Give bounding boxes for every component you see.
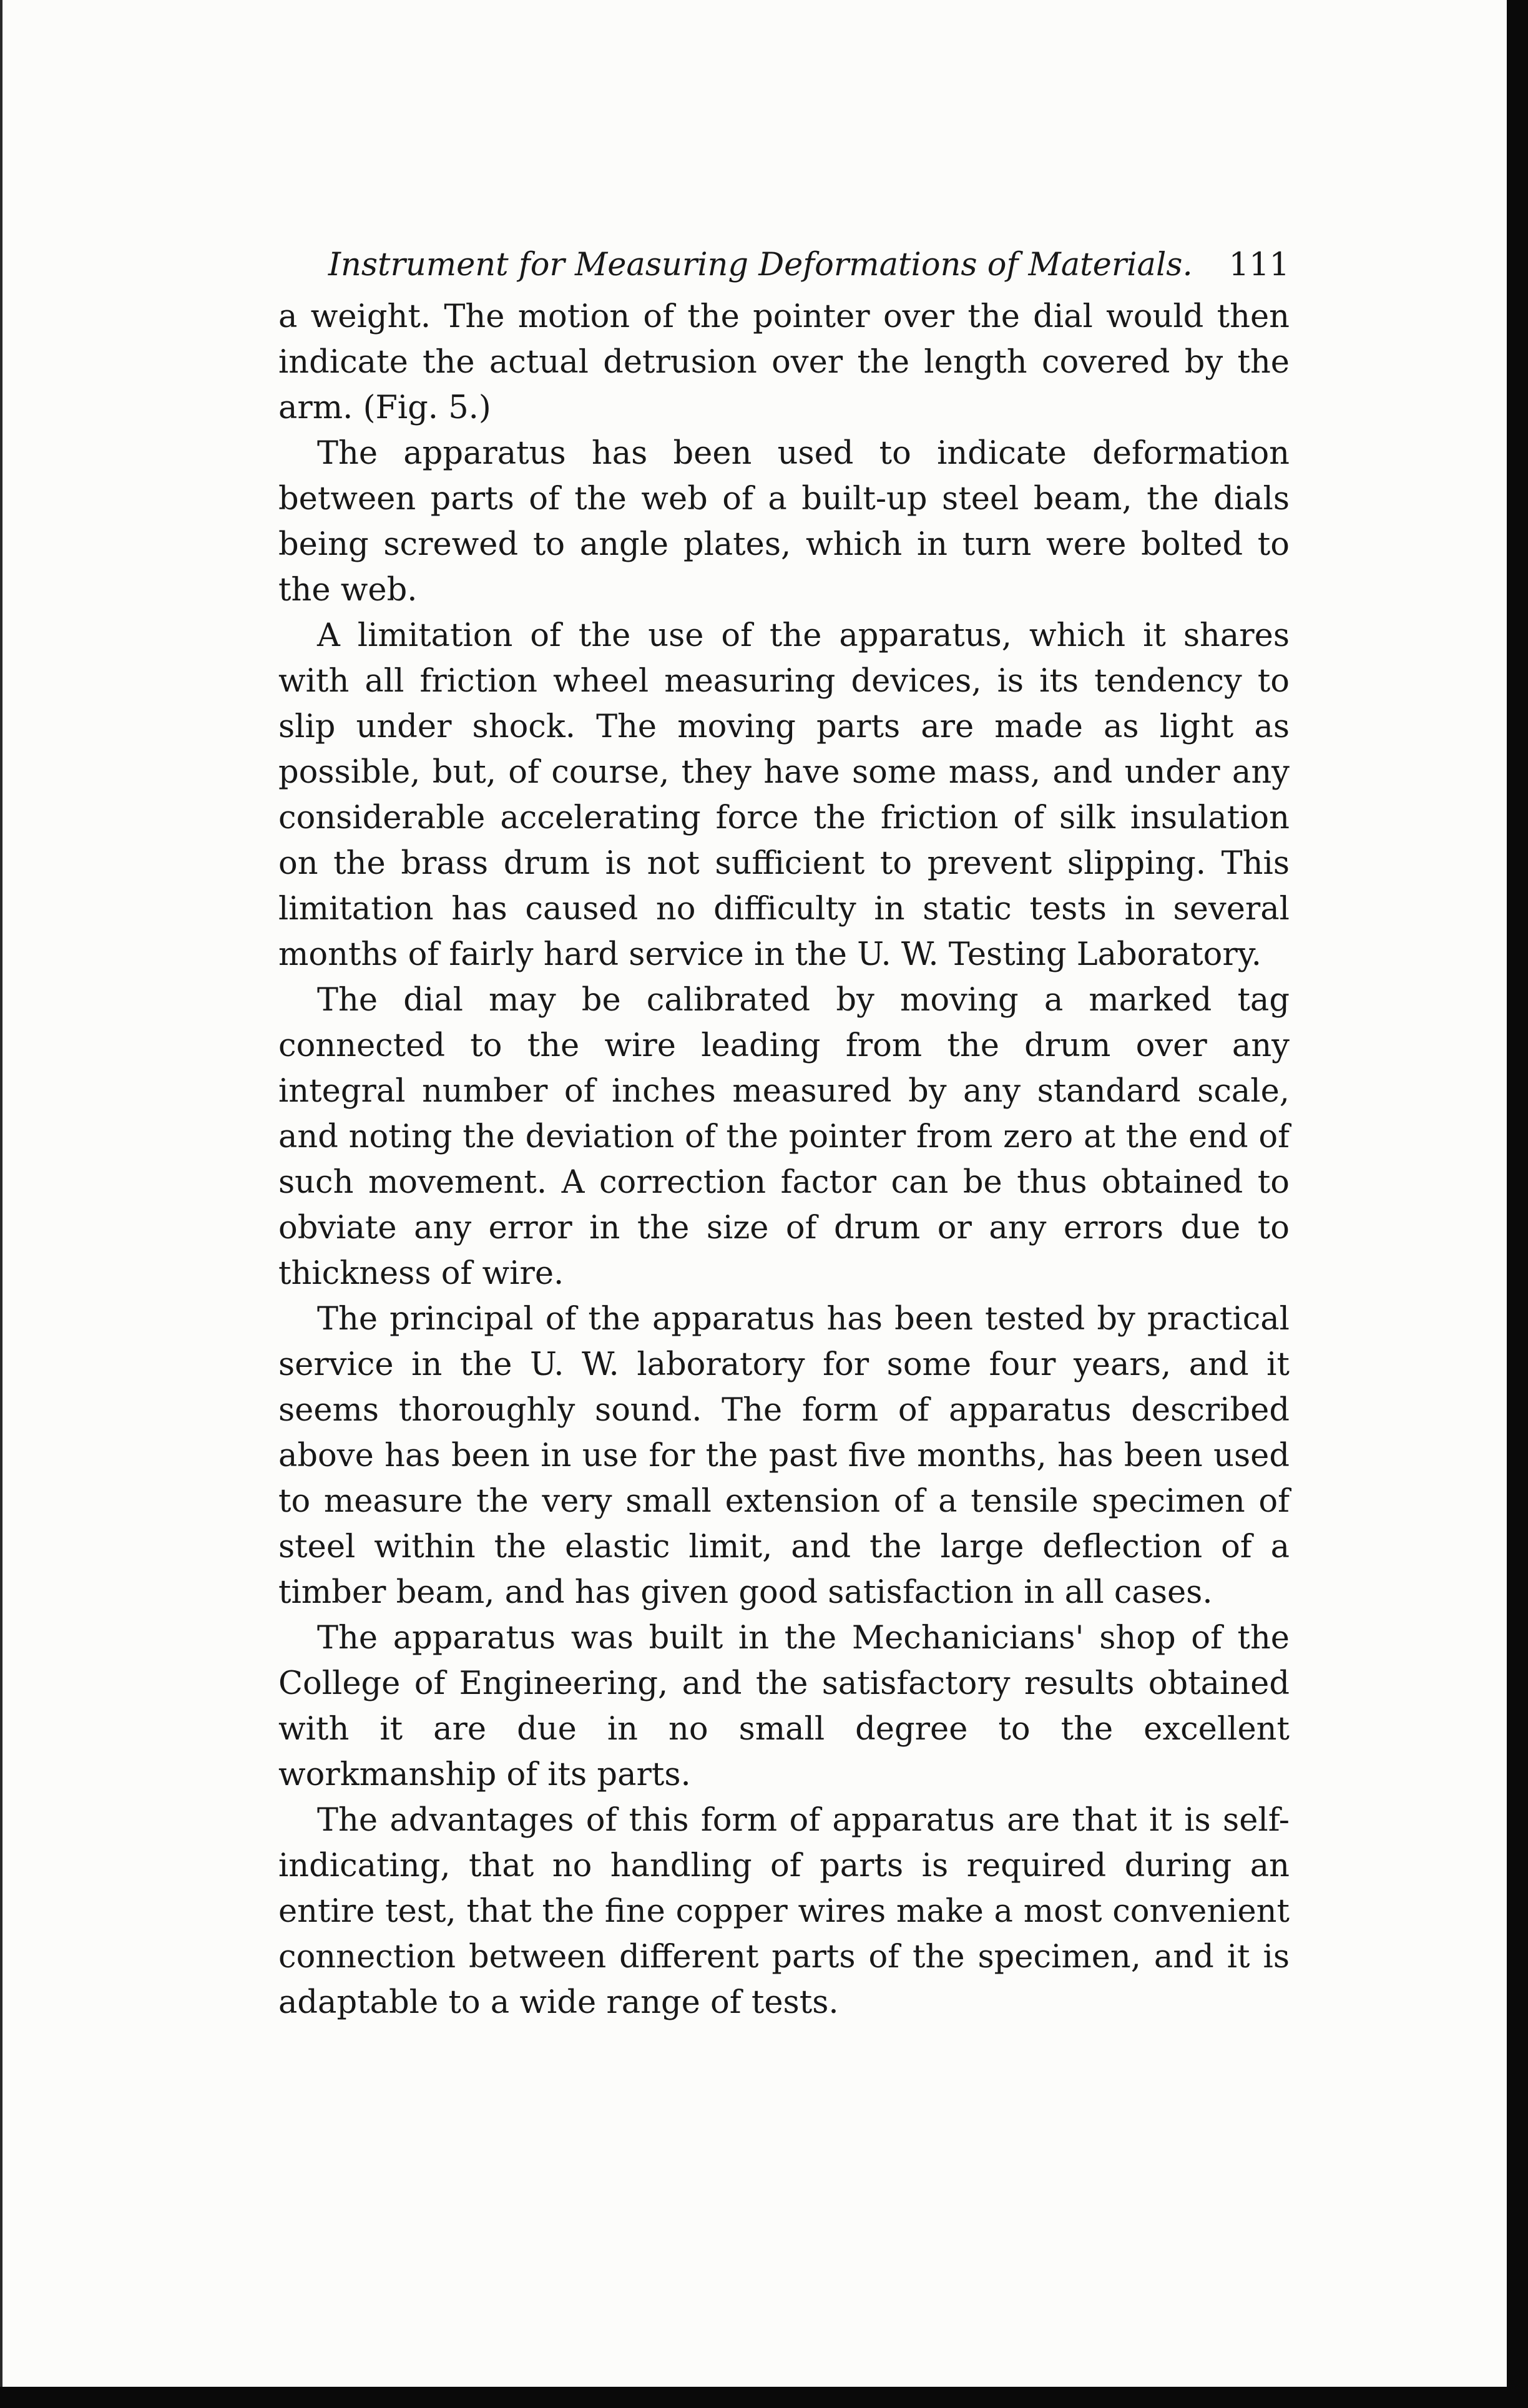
running-head-title: Instrument for Measuring Deformations of Materials. <box>328 247 1193 283</box>
paragraph-continuation: a weight. The motion of the pointer over the dial would then indicate the actual detrusion over the length covered by the arm. (Fig. 5.) <box>278 298 1290 426</box>
page-body <box>278 242 1290 2025</box>
paragraph: The advantages of this form of apparatus are that it is self-indicating, that no handling of parts is required during an entire test, that the fine copper wires make a most convenient connection between different parts of the specimen, and it is adaptable to a wide range of tests. <box>278 1802 1290 2021</box>
paragraph: The apparatus was built in the Mechanicians' shop of the College of Engineering, and the satisfactory results obtained with it are due in no small degree to the excellent workmanship of its parts. <box>278 1620 1290 1793</box>
paragraph: The dial may be calibrated by moving a marked tag connected to the wire leading from the drum over any integral number of inches measured by any standard scale, and noting the deviation of the pointer from zero at the end of such movement. A correction factor can be thus obtained to obviate any error in the size of drum or any errors due to thickness of wire. <box>278 982 1290 1292</box>
page-edge <box>0 0 2 2387</box>
running-head <box>278 242 1290 288</box>
paragraph: The principal of the apparatus has been tested by practical service in the U. W. laboratory for some four years, and it seems thoroughly sound. The form of apparatus described above has been in use for the past five months, has been used to measure the very small extension of a tensile specimen of steel within the elastic limit, and the large deflection of a timber beam, and has given good satisfaction in all cases. <box>278 1301 1290 1611</box>
paragraph: The apparatus has been used to indicate deformation between parts of the web of a built-up steel beam, the dials being screwed to angle plates, which in turn were bolted to the web. <box>278 435 1290 609</box>
page-number: 111 <box>1228 247 1290 283</box>
paragraph: A limitation of the use of the apparatus, which it shares with all friction wheel measuring devices, is its tendency to slip under shock. The moving parts are made as light as possible, but, of course, they have some mass, and under any considerable accelerating force the friction of silk insulation on the brass drum is not sufficient to prevent slipping. This limitation has caused no difficulty in static tests in several months of fairly hard service in the U. W. Testing Laboratory. <box>278 617 1290 973</box>
